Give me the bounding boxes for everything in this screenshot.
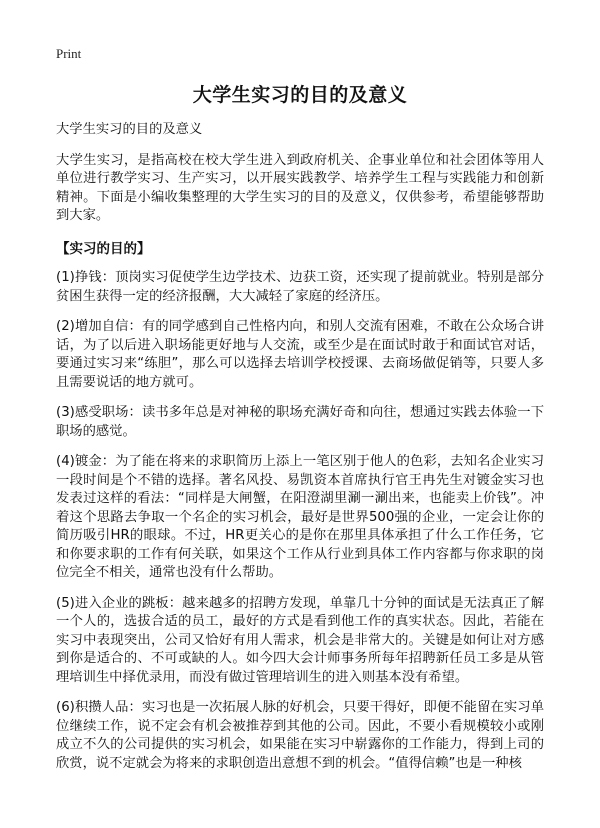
paragraph-2: (2)增加自信：有的同学感到自己性格内向，和别人交流有困难，不敢在公众场合讲话，为了以后进入职场能更好地与人交流，或至少是在面试时敢于和面试官对话，要通过实习来“练胆”，那么可以选择去培训学校授课、去商场做促销等，只要人多且需要说话的地方就可。	[56, 319, 544, 390]
paragraph-4: (4)镀金：为了能在将来的求职简历上添上一笔区别于他人的色彩，去知名企业实习一段时间是个不错的选择。著名风投、易凯资本首席执行官王冉先生对镀金实习也发表过这样的看法：“同样是大闸蟹，在阳澄湖里涮一涮出来，也能卖上价钱”。冲着这个思路去争取一个名企的实习机会，最好是世界500强的企业，一定会让你的简历吸引HR的眼球。不过，HR更关心的是你在那里具体承担了什么工作任务，它和你要求职的工作有何关联，如果这个工作从行业到具体工作内容都与你求职的岗位完全不相关，通常也没有什么帮助。	[56, 454, 544, 580]
print-label[interactable]: Print	[56, 46, 82, 61]
paragraph-5: (5)进入企业的跳板：越来越多的招聘方发现，单靠几十分钟的面试是无法真正了解一个人的，选拔合适的员工，最好的方式是看到他工作的真实状态。因此，若能在实习中表现突出，公司又恰好有用人需求，机会是非常大的。关键是如何让对方感到你是适合的、不可或缺的人。如今四大会计师事务所每年招聘新任员工多是从管理培训生中择优录用，而没有做过管理培训生的进入则基本没有希望。	[56, 595, 544, 685]
document-body	[56, 121, 544, 785]
section-heading: 【实习的目的】	[56, 240, 151, 257]
paragraph-6: (6)积攒人品：实习也是一次拓展人脉的好机会，只要干得好，即便不能留在实习单位继续工作，说不定会有机会被推荐到其他的公司。因此，不要小看规模较小或刚成立不久的公司提供的实习机会，如果能在实习中崭露你的工作能力，得到上司的欣赏，说不定就会为将来的求职创造出意想不到的机会。“值得信赖”也是一种核	[56, 700, 544, 771]
page-title: 大学生实习的目的及意义	[192, 84, 408, 106]
document-subtitle: 大学生实习的目的及意义	[56, 122, 203, 137]
paragraph-1: (1)挣钱：顶岗实习促使学生边学技术、边获工资，还实现了提前就业。特别是部分贫困生获得一定的经济报酬，大大减轻了家庭的经济压。	[56, 270, 544, 304]
intro-paragraph: 大学生实习，是指高校在校大学生进入到政府机关、企事业单位和社会团体等用人单位进行教学实习、生产实习，以开展实践教学、培养学生工程与实践能力和创新精神。下面是小编收集整理的大学生实习的目的及意义，仅供参考，希望能够帮助到大家。	[56, 152, 544, 223]
paragraph-3: (3)感受职场：读书多年总是对神秘的职场充满好奇和向往，想通过实践去体验一下职场的感觉。	[56, 405, 544, 439]
